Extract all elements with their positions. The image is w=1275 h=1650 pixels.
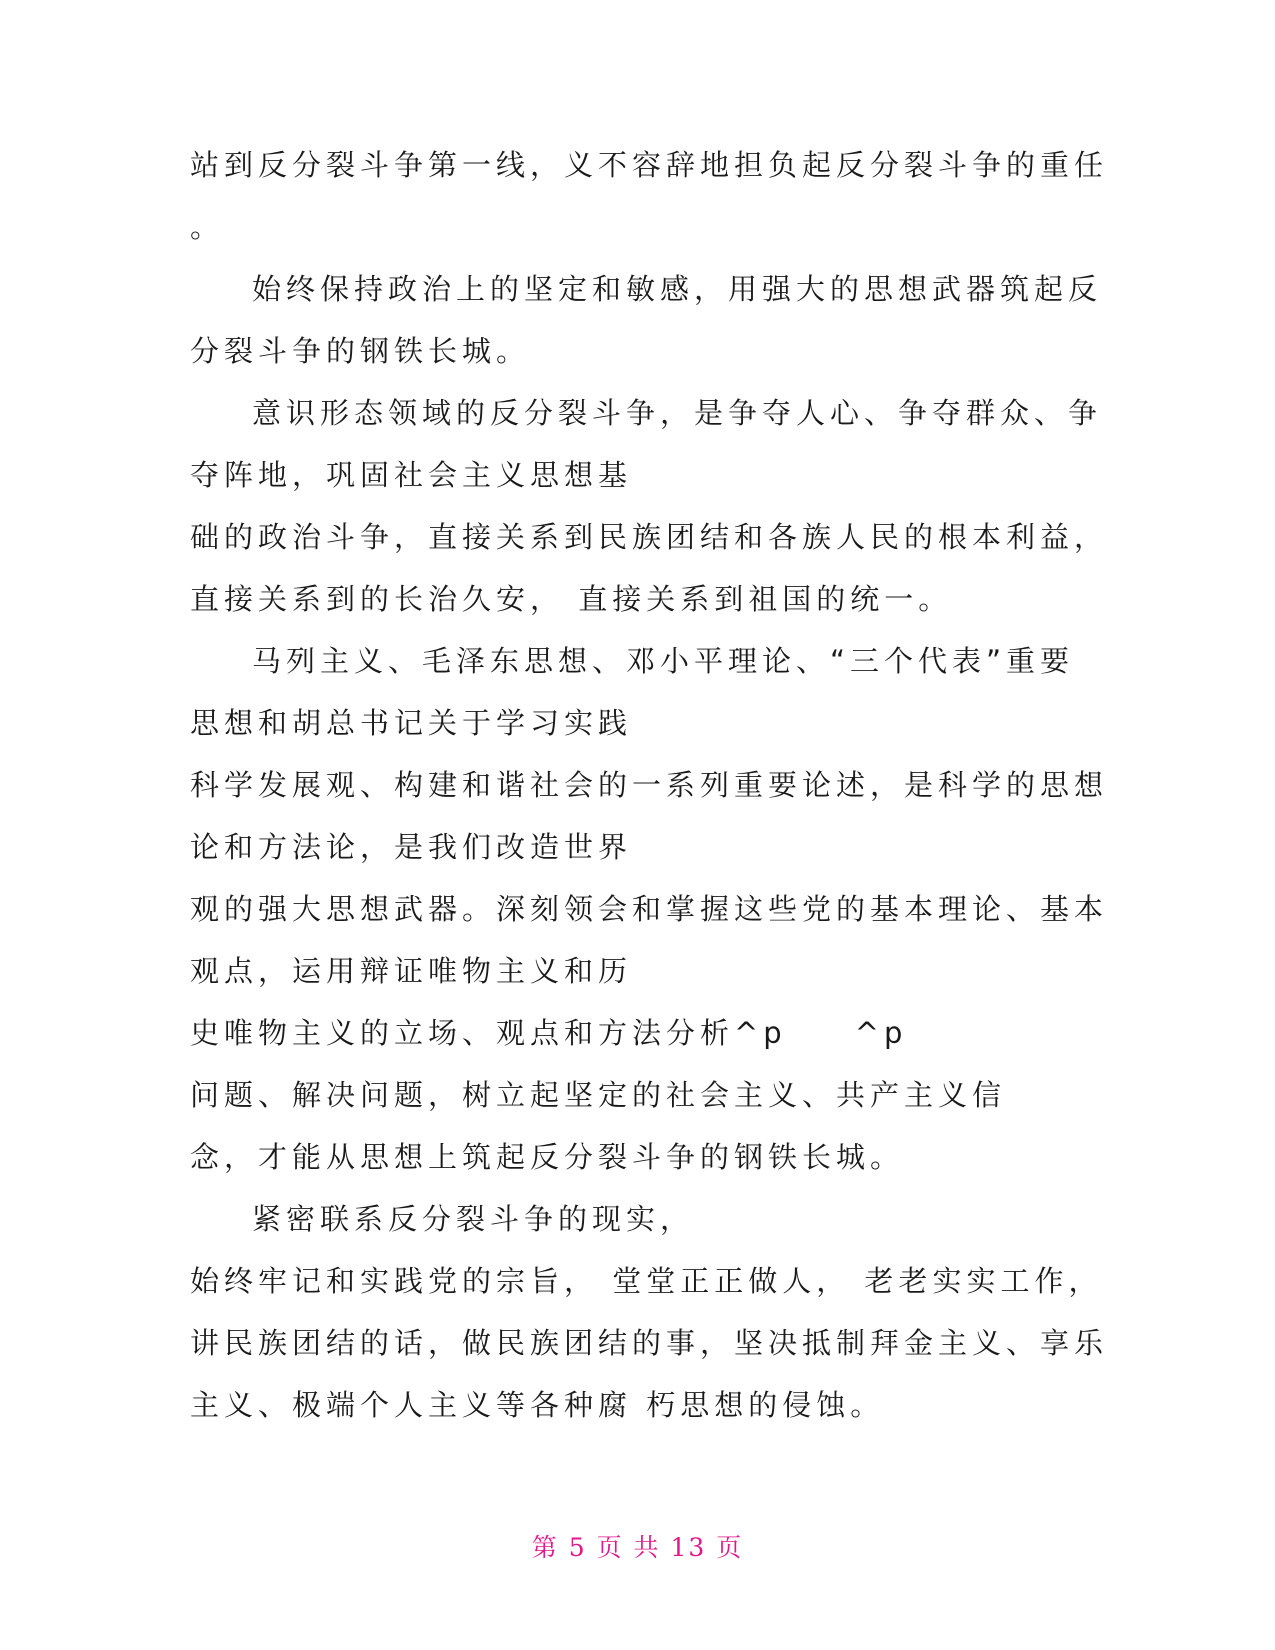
body-text-line: 站到反分裂斗争第一线，义不容辞地担负起反分裂斗争的重任 — [190, 148, 1109, 182]
body-text-line: 分裂斗争的钢铁长城。 — [190, 334, 531, 368]
page-number-footer: 第 5 页 共 13 页 — [531, 1533, 744, 1562]
body-text-line: 始终牢记和实践党的宗旨， 堂堂正正做人， 老老实实工作， — [190, 1264, 1103, 1298]
body-text-line: 讲民族团结的话，做民族团结的事，坚决抵制拜金主义、享乐 — [190, 1326, 1109, 1360]
body-text-line: 念，才能从思想上筑起反分裂斗争的钢铁长城。 — [190, 1140, 905, 1174]
body-text-line: 思想和胡总书记关于学习实践 — [190, 706, 633, 740]
body-text-line: 。 — [190, 210, 225, 244]
body-text-line: 夺阵地，巩固社会主义思想基 — [190, 458, 633, 492]
body-text-line: 观点，运用辩证唯物主义和历 — [190, 954, 633, 988]
body-text-line: 础的政治斗争，直接关系到民族团结和各族人民的根本利益， — [190, 520, 1109, 554]
body-text-line: 问题、解决问题，树立起坚定的社会主义、共产主义信 — [190, 1078, 1007, 1112]
body-text-line: 科学发展观、构建和谐社会的一系列重要论述，是科学的思想 — [190, 768, 1109, 802]
paragraph-start-line: 紧密联系反分裂斗争的现实， — [252, 1202, 695, 1236]
body-text-line: 观的强大思想武器。深刻领会和掌握这些党的基本理论、基本 — [190, 892, 1109, 926]
body-text-line: 主义、极端个人主义等各种腐 朽思想的侵蚀。 — [190, 1388, 885, 1422]
body-text-line: 史唯物主义的立场、观点和方法分析^p ^p — [190, 1016, 908, 1050]
paragraph-start-line: 意识形态领域的反分裂斗争，是争夺人心、争夺群众、争 — [252, 396, 1103, 430]
paragraph-start-line: 马列主义、毛泽东思想、邓小平理论、“三个代表”重要 — [252, 644, 1075, 678]
paragraph-start-line: 始终保持政治上的坚定和敏感，用强大的思想武器筑起反 — [252, 272, 1103, 306]
body-text-line: 直接关系到的长治久安， 直接关系到祖国的统一。 — [190, 582, 953, 616]
body-text-line: 论和方法论，是我们改造世界 — [190, 830, 633, 864]
